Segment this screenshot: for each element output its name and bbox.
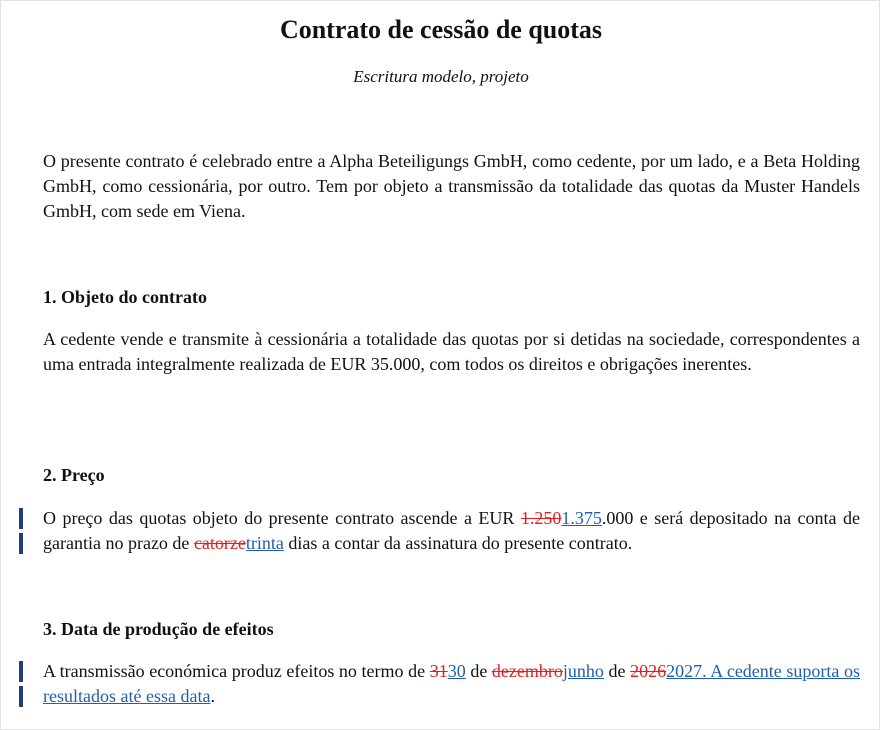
deleted-text: catorze (193, 533, 246, 553)
section-1-paragraph: A cedente vende e transmite à cessionária a totalidade das quotas por si detidas na sociedade, correspondentes a uma entrada integralmente realizada de EUR 35.000, com todos os direitos e obrigações inerentes. (43, 329, 860, 374)
deleted-text: 2026 (630, 661, 667, 681)
text-run: de (465, 661, 492, 681)
change-bar (19, 508, 23, 529)
section-2-paragraph (43, 506, 860, 556)
section-1-heading: 1. Objeto do contrato (43, 287, 207, 307)
change-bar (19, 686, 23, 707)
text-run: A transmissão económica produz efeitos no termo de (43, 661, 430, 681)
inserted-text: 30 (447, 661, 466, 681)
inserted-text: trinta (245, 533, 284, 553)
text-run: . (210, 686, 215, 706)
inserted-text: 2027. A cedente suporta os resultados até essa data (43, 661, 860, 706)
section-2-heading: 2. Preço (43, 465, 105, 485)
deleted-text: 1.250 (520, 508, 562, 528)
document-title: Contrato de cessão de quotas (279, 15, 603, 44)
change-bar (19, 533, 23, 554)
section-3-paragraph (43, 659, 860, 709)
deleted-text: dezembro (491, 661, 563, 681)
document-subtitle: Escritura modelo, projeto (353, 67, 529, 86)
text-run: de (603, 661, 631, 681)
text-run: O preço das quotas objeto do presente contrato ascende a EUR (43, 508, 521, 528)
inserted-text: 1.375 (561, 508, 602, 528)
text-run: .000 e será depositado na conta de garantia no prazo de (43, 508, 860, 553)
intro-paragraph: O presente contrato é celebrado entre a Alpha Beteiligungs GmbH, como cedente, por um lado, e a Beta Holding GmbH, como cessionária, por outro. Tem por objeto a transmissão da totalidade das quotas da Muster Handels GmbH, com sede em Viena. (43, 151, 860, 221)
inserted-text: junho (562, 661, 604, 681)
section-3-heading: 3. Data de produção de efeitos (43, 619, 274, 639)
text-run: dias a contar da assinatura do presente contrato. (283, 533, 633, 553)
change-bar (19, 661, 23, 682)
deleted-text: 31 (429, 661, 448, 681)
